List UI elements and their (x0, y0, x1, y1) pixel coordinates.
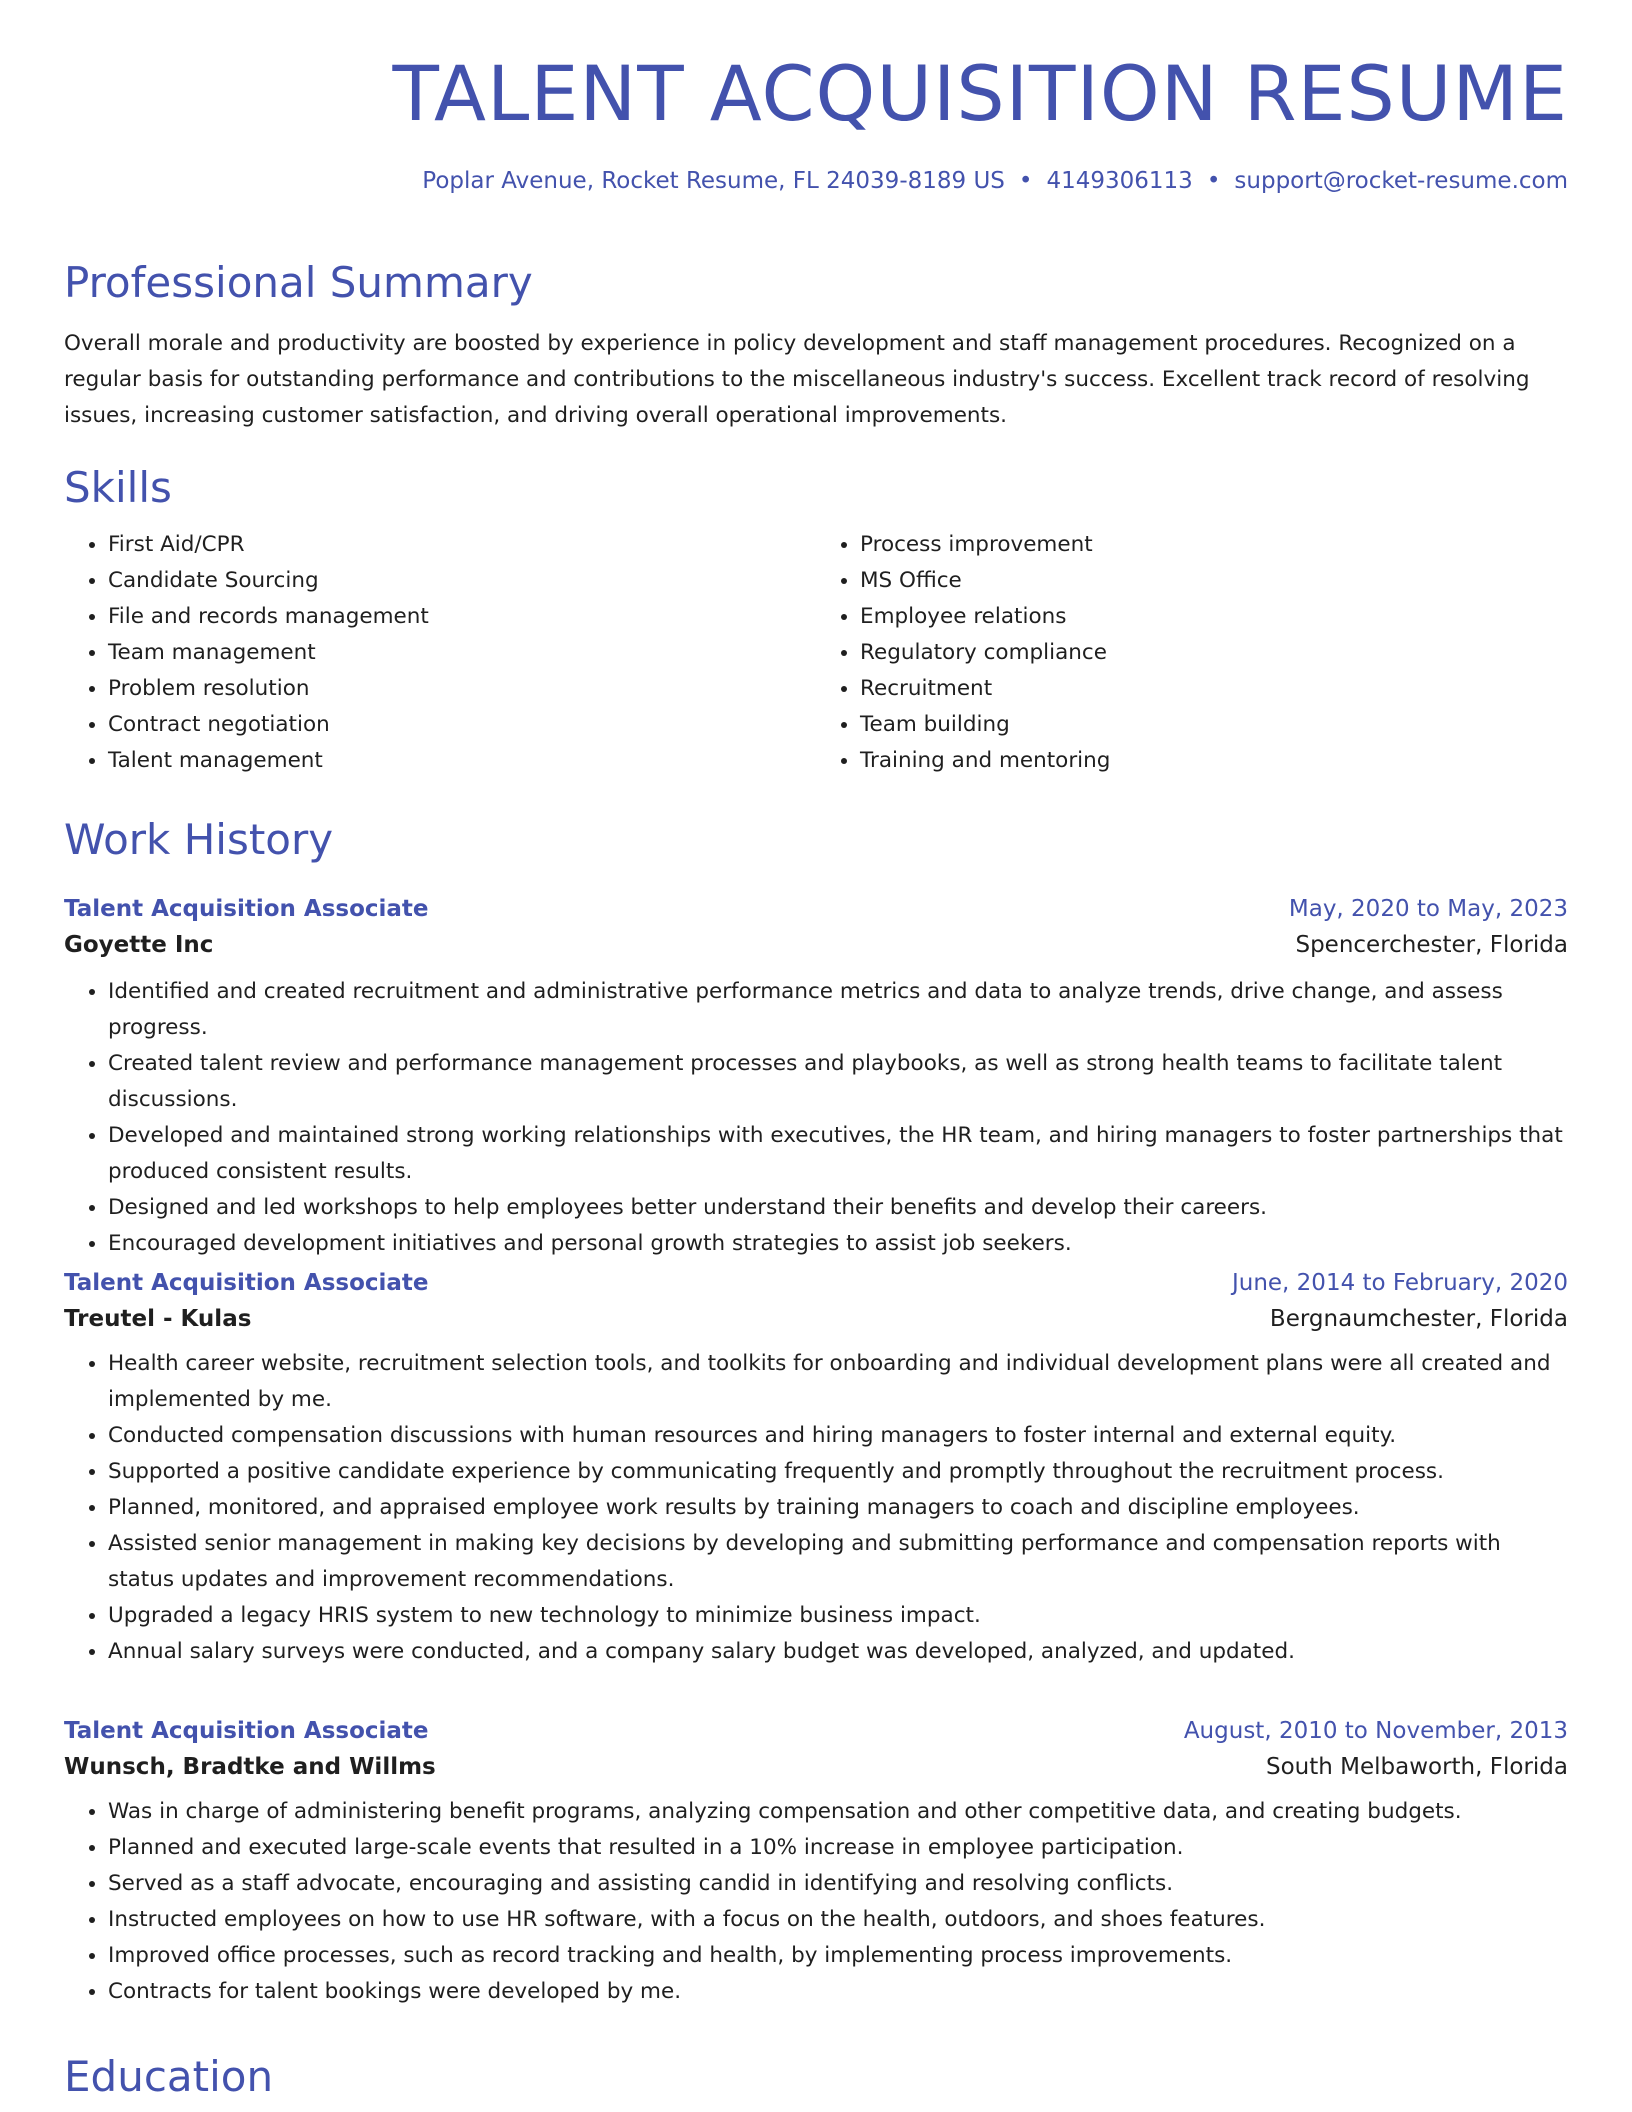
job-bullets (64, 974, 1568, 1262)
separator-dot: • (1206, 167, 1221, 194)
job-location: Bergnaumchester, Florida (1269, 1306, 1568, 1332)
job-entry (64, 1718, 1568, 2010)
skill-item: • Team management (108, 635, 816, 671)
education-heading: Education (64, 2052, 274, 2101)
list-item: • Identified and created recruitment and administrative performance metrics and data to analyze trends, drive change, and assess progress. (108, 974, 1568, 1046)
list-item: • Developed and maintained strong working relationships with executives, the HR team, and hiring managers to foster partnerships that produced consistent results. (108, 1118, 1568, 1190)
job-entry (64, 896, 1568, 1262)
job-title-row (64, 896, 1568, 922)
job-title-row (64, 1270, 1568, 1296)
job-location: Spencerchester, Florida (1295, 932, 1568, 958)
address: Poplar Avenue, Rocket Resume, FL 24039-8189 US (422, 167, 1005, 194)
job-dates: August, 2010 to November, 2013 (1183, 1718, 1568, 1744)
company-name: Wunsch, Bradtke and Willms (64, 1754, 436, 1780)
education-section (64, 2052, 1568, 2102)
job-dates: May, 2020 to May, 2023 (1288, 896, 1568, 922)
job-title-row (64, 1718, 1568, 1744)
list-item: • Designed and led workshops to help employees better understand their benefits and develop their careers. (108, 1190, 1568, 1226)
skill-item: • Process improvement (860, 527, 1568, 563)
skills-list-right (816, 527, 1568, 779)
resume-header (64, 0, 1568, 194)
email[interactable]: support@rocket-resume.com (1234, 167, 1568, 194)
job-title: Talent Acquisition Associate (64, 1718, 429, 1744)
skills-heading: Skills (64, 463, 172, 512)
phone: 4149306113 (1046, 167, 1193, 194)
skill-item: • Training and mentoring (860, 743, 1568, 779)
skill-item: • Team building (860, 707, 1568, 743)
skill-item: • Employee relations (860, 599, 1568, 635)
skills-columns (64, 527, 1568, 779)
work-history-section (64, 815, 1568, 865)
skill-item: • MS Office (860, 563, 1568, 599)
list-item: • Contracts for talent bookings were developed by me. (108, 1974, 1568, 2010)
job-location: South Melbaworth, Florida (1265, 1754, 1568, 1780)
list-item: • Improved office processes, such as record tracking and health, by implementing process improvements. (108, 1938, 1568, 1974)
list-item: • Planned and executed large-scale events that resulted in a 10% increase in employee participation. (108, 1830, 1568, 1866)
list-item: • Supported a positive candidate experience by communicating frequently and promptly throughout the recruitment process. (108, 1454, 1568, 1490)
skill-item: • Regulatory compliance (860, 635, 1568, 671)
list-item: • Assisted senior management in making key decisions by developing and submitting performance and compensation reports with status updates and improvement recommendations. (108, 1526, 1568, 1598)
list-item: • Served as a staff advocate, encouraging and assisting candid in identifying and resolving conflicts. (108, 1866, 1568, 1902)
resume-title: TALENT ACQUISITION RESUME (392, 49, 1568, 138)
list-item: • Planned, monitored, and appraised employee work results by training managers to coach and discipline employees. (108, 1490, 1568, 1526)
job-title: Talent Acquisition Associate (64, 896, 429, 922)
list-item: • Conducted compensation discussions with human resources and hiring managers to foster internal and external equity. (108, 1418, 1568, 1454)
company-name: Goyette Inc (64, 932, 214, 958)
list-item: • Health career website, recruitment selection tools, and toolkits for onboarding and individual development plans were all created and implemented by me. (108, 1346, 1568, 1418)
skills-list-left (64, 527, 816, 779)
skill-item: • Talent management (108, 743, 816, 779)
summary-text: Overall morale and productivity are boosted by experience in policy development and staff management procedures. Recognized on a regular basis for outstanding performance and contributions to the miscellaneous industry's success. Excellent track record of resolving issues, increasing customer satisfaction, and driving overall operational improvements. (64, 331, 1530, 429)
list-item: • Was in charge of administering benefit programs, analyzing compensation and other competitive data, and creating budgets. (108, 1794, 1568, 1830)
list-item: • Annual salary surveys were conducted, and a company salary budget was developed, analyzed, and updated. (108, 1634, 1568, 1670)
skill-item: • First Aid/CPR (108, 527, 816, 563)
job-entry (64, 1270, 1568, 1670)
skill-item: • File and records management (108, 599, 816, 635)
skill-item: • Candidate Sourcing (108, 563, 816, 599)
company-name: Treutel - Kulas (64, 1306, 252, 1332)
job-bullets (64, 1794, 1568, 2010)
job-company-row (64, 932, 1568, 958)
skill-item: • Problem resolution (108, 671, 816, 707)
job-company-row (64, 1306, 1568, 1332)
list-item: • Upgraded a legacy HRIS system to new technology to minimize business impact. (108, 1598, 1568, 1634)
summary-section (64, 258, 1568, 434)
job-company-row (64, 1754, 1568, 1780)
skills-section (64, 463, 1568, 779)
summary-heading: Professional Summary (64, 258, 533, 307)
work-history-heading: Work History (64, 815, 334, 864)
skill-item: • Recruitment (860, 671, 1568, 707)
list-item: • Instructed employees on how to use HR software, with a focus on the health, outdoors, and shoes features. (108, 1902, 1568, 1938)
list-item: • Encouraged development initiatives and personal growth strategies to assist job seekers. (108, 1226, 1568, 1262)
skill-item: • Contract negotiation (108, 707, 816, 743)
job-title: Talent Acquisition Associate (64, 1270, 429, 1296)
contact-line (64, 168, 1568, 194)
separator-dot: • (1018, 167, 1033, 194)
job-dates: June, 2014 to February, 2020 (1231, 1270, 1568, 1296)
job-bullets (64, 1346, 1568, 1670)
list-item: • Created talent review and performance management processes and playbooks, as well as strong health teams to facilitate talent discussions. (108, 1046, 1568, 1118)
